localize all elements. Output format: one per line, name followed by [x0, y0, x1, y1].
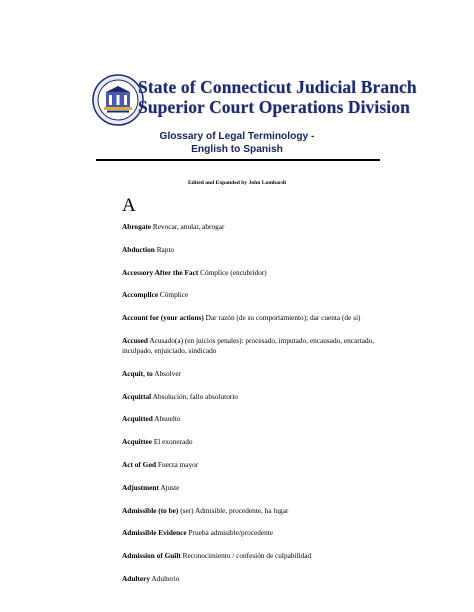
glossary-entry — [122, 245, 384, 255]
entry-term: Act of God — [122, 459, 157, 469]
entry-definition: El exonerado — [153, 437, 193, 447]
entry-definition: Acusado(a) (en juicios penales): procesado, imputado, encausado, encartado, inculpado, enjuiciado, sindicado — [122, 335, 375, 355]
entry-definition: Revocar, anular, abrogar — [152, 222, 225, 231]
glossary-entry — [122, 574, 384, 584]
glossary-entry — [122, 268, 384, 278]
editor-credit: Edited and Expanded by John Lombardi — [187, 180, 287, 186]
entry-term: Abrogate — [122, 222, 152, 231]
entry-definition: Cómplice (encubridor) — [200, 267, 267, 277]
entry-definition: (ser) Admisible, procedente, ha lugar — [180, 505, 289, 515]
glossary-entry — [122, 392, 384, 402]
entry-term: Adjustment — [122, 482, 159, 492]
entry-definition: Ajuste — [160, 482, 180, 492]
glossary-title — [0, 130, 474, 156]
glossary-entry — [122, 551, 384, 561]
header-line-1: State of Connecticut Judicial Branch — [138, 77, 417, 97]
glossary-entry — [122, 290, 384, 300]
entry-term: Admissible Evidence — [122, 528, 187, 538]
glossary-entry — [122, 506, 384, 516]
glossary-entries — [122, 222, 384, 597]
judicial-branch-seal — [92, 74, 144, 126]
entry-term: Acquittal — [122, 391, 152, 401]
entry-term: Admissible (to be) — [122, 505, 179, 515]
entry-term: Accessory After the Fact — [122, 267, 199, 277]
entry-definition: Adulterio — [151, 573, 180, 583]
entry-definition: Fuerza mayor — [157, 459, 199, 469]
entry-term: Adultery — [122, 573, 150, 583]
glossary-entry — [122, 313, 384, 323]
glossary-entry — [122, 483, 384, 493]
entry-term: Acquit, to — [122, 368, 153, 378]
entry-term: Account for (your actions) — [122, 313, 204, 323]
entry-term: Abduction — [122, 244, 155, 254]
entry-term: Accomplice — [122, 290, 159, 300]
entry-definition: Absolución, fallo absolutorio — [152, 391, 238, 401]
header-subtitle — [138, 98, 410, 116]
entry-definition: Absolver — [154, 368, 181, 378]
header-line-2: Superior Court Operations Division — [138, 97, 410, 117]
section-letter: A — [122, 195, 136, 216]
entry-term: Acquitted — [122, 414, 153, 424]
entry-definition: Rapto — [156, 244, 175, 254]
entry-term: Acquittee — [122, 437, 152, 447]
entry-term: Accused — [122, 335, 148, 345]
entry-term: Admission of Guilt — [122, 551, 181, 561]
entry-definition: Cómplice — [159, 290, 189, 300]
glossary-entry — [122, 222, 384, 232]
header-title — [138, 78, 417, 96]
glossary-entry — [122, 528, 384, 538]
glossary-entry — [122, 414, 384, 424]
entry-definition: Absuelto — [154, 414, 181, 424]
glossary-title-line-2: English to Spanish — [191, 144, 283, 155]
entry-definition: Prueba admisible/procedente — [188, 528, 273, 538]
entry-definition: Dar razón (de su comportamiento); dar cuenta (de sí) — [205, 313, 361, 323]
horizontal-divider — [96, 159, 380, 161]
glossary-entry — [122, 437, 384, 447]
glossary-entry — [122, 336, 384, 356]
glossary-entry — [122, 369, 384, 379]
glossary-entry — [122, 460, 384, 470]
entry-definition: Reconocimiento / confesión de culpabilidad — [182, 551, 312, 561]
glossary-title-line-1: Glossary of Legal Terminology - — [159, 131, 315, 142]
